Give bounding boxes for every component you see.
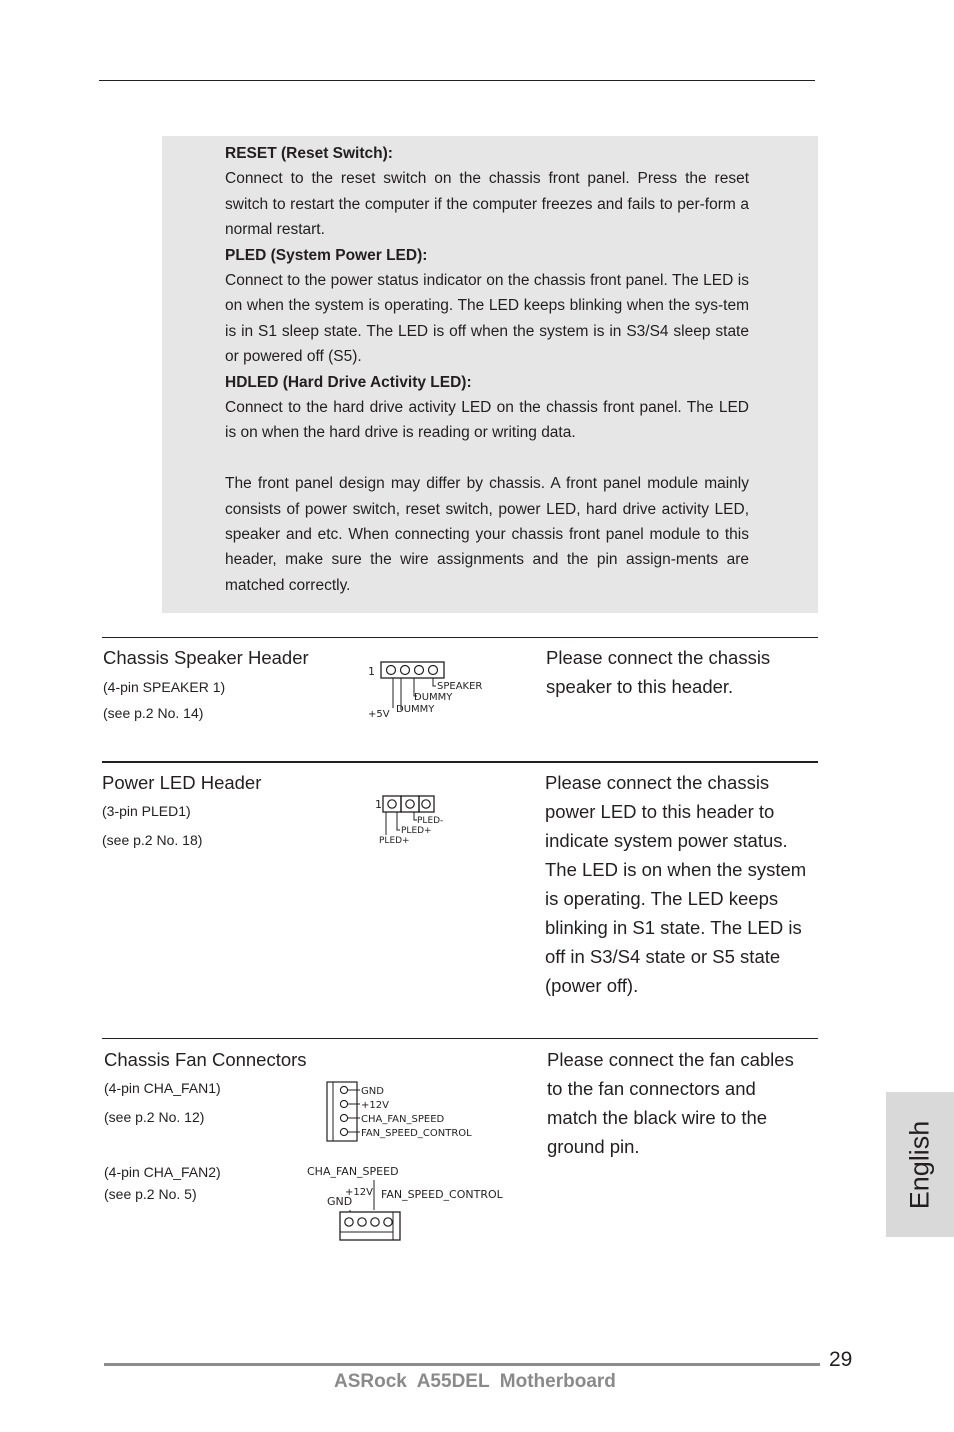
pled-title: Power LED Header — [102, 772, 262, 793]
fan2-pin: (4-pin CHA_FAN2) — [104, 1164, 221, 1180]
plus5v-label: +5V — [368, 709, 390, 720]
speaker-desc-line: speaker to this header. — [546, 676, 734, 697]
hdled-text: Connect to the hard drive activity LED on the chassis front panel. The LED is on when the hard drive is reading or writing data. — [225, 399, 749, 442]
pled-desc-line: blinking in S1 state. The LED is — [545, 917, 802, 938]
note-text — [225, 141, 749, 598]
language-tab-label: English — [904, 1120, 935, 1209]
speaker-ref: (see p.2 No. 14) — [103, 705, 204, 721]
pled-text: Connect to the power status indicator on the chassis front panel. The LED is on when the system is operating. The LED keeps blinking when the sys-tem is in S1 sleep state. The LED is off when the system is in S3/S4 sleep state or powered off (S5). — [225, 272, 749, 366]
top-rule — [99, 80, 815, 81]
pled-pin: (3-pin PLED1) — [102, 803, 191, 819]
pled-pin1-label: 1 — [375, 798, 382, 811]
fan-section-rule — [102, 1038, 818, 1039]
pled-desc-line: off in S3/S4 state or S5 state — [545, 946, 781, 967]
fan1-control-label: FAN_SPEED_CONTROL — [361, 1128, 472, 1139]
fan2-gnd-label: GND — [327, 1195, 353, 1208]
dummy-label-2: DUMMY — [396, 704, 435, 715]
front-panel-text: The front panel design may differ by chassis. A front panel module mainly consists of power switch, reset switch, power LED, hard drive activity LED, speaker and etc. When connecting your chassis front panel module to this header, make sure the wire assignments and the pin assign-ments are matched correctly. — [225, 475, 749, 594]
dummy-label-1: DUMMY — [414, 692, 453, 703]
cha-fan2-diagram — [305, 1160, 510, 1244]
fan-desc — [547, 1045, 794, 1161]
speaker-header-diagram — [362, 658, 502, 722]
reset-text: Connect to the reset switch on the chassis front panel. Press the reset switch to restart the computer if the computer freezes and fails to per-form a normal restart. — [225, 170, 749, 239]
fan-desc-line: ground pin. — [547, 1136, 640, 1157]
language-tab — [886, 1092, 954, 1237]
fan1-pin: (4-pin CHA_FAN1) — [104, 1080, 221, 1096]
pled-section-rule — [102, 761, 818, 763]
speaker-desc-line: Please connect the chassis — [546, 647, 771, 668]
speaker-pin1-label: 1 — [368, 665, 375, 678]
pled-desc-line: is operating. The LED keeps — [545, 888, 779, 909]
cha-fan1-diagram — [322, 1079, 502, 1145]
speaker-label: SPEAKER — [437, 681, 483, 692]
reset-heading: RESET (Reset Switch): — [225, 145, 393, 162]
page-number: 29 — [829, 1348, 853, 1371]
pled-desc-line: power LED to this header to — [545, 801, 775, 822]
pled-plus-label-2: PLED+ — [379, 836, 410, 846]
pled-minus-label: PLED- — [417, 816, 444, 826]
fan-desc-line: to the fan connectors and — [547, 1078, 756, 1099]
fan1-12v-label: +12V — [361, 1100, 389, 1111]
fan2-12v-label: +12V — [345, 1187, 373, 1198]
fan1-gnd-label: GND — [361, 1086, 384, 1097]
speaker-pin: (4-pin SPEAKER 1) — [103, 679, 226, 695]
fan2-ref: (see p.2 No. 5) — [104, 1186, 197, 1202]
pled-desc-line: indicate system power status. — [545, 830, 788, 851]
fan-title: Chassis Fan Connectors — [104, 1049, 307, 1070]
footer-rule — [104, 1363, 820, 1366]
fan1-ref: (see p.2 No. 12) — [104, 1109, 205, 1125]
hdled-heading: HDLED (Hard Drive Activity LED): — [225, 373, 472, 391]
footer-model: ASRock A55DEL Motherboard — [334, 1371, 616, 1392]
pled-header-diagram — [370, 792, 460, 848]
speaker-section-rule — [102, 637, 818, 638]
fan-desc-line: match the black wire to the — [547, 1107, 768, 1128]
fan1-speed-label: CHA_FAN_SPEED — [361, 1114, 445, 1125]
pled-desc-line: The LED is on when the system — [545, 859, 807, 880]
pled-desc-line: (power off). — [545, 975, 639, 996]
pled-heading: PLED (System Power LED): — [225, 246, 428, 264]
pled-desc-line: Please connect the chassis — [545, 772, 770, 793]
fan-desc-line: Please connect the fan cables — [547, 1049, 794, 1070]
pled-desc — [545, 768, 806, 1000]
speaker-desc — [546, 643, 770, 701]
fan2-control-label: FAN_SPEED_CONTROL — [381, 1188, 503, 1201]
pled-ref: (see p.2 No. 18) — [102, 832, 203, 848]
fan2-speed-label: CHA_FAN_SPEED — [307, 1165, 399, 1178]
pled-plus-label-1: PLED+ — [401, 826, 432, 836]
speaker-title: Chassis Speaker Header — [103, 647, 309, 668]
